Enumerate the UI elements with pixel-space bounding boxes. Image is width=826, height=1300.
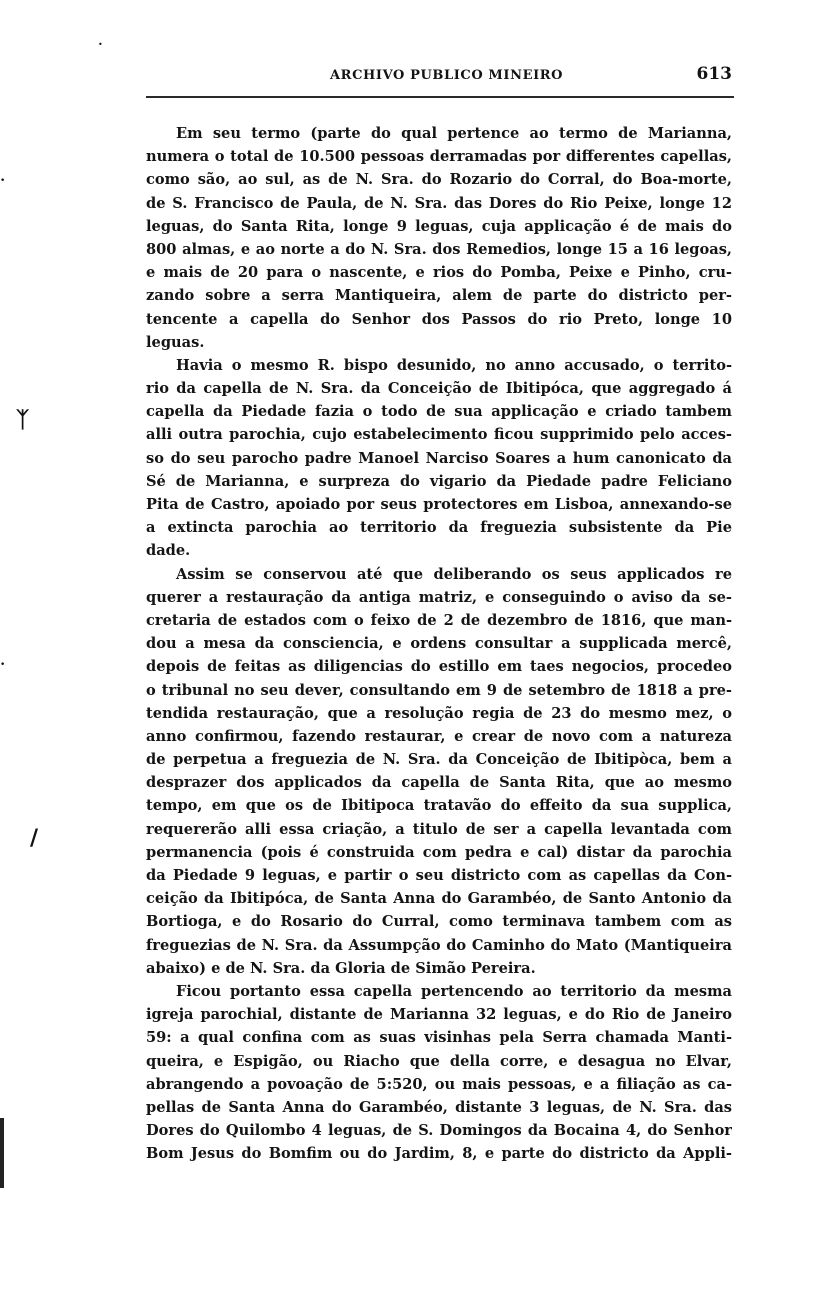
text-line: tencente a capella do Senhor dos Passos do rio Preto, longe 10 <box>146 310 732 328</box>
text-line: ceição da Ibitipóca, de Santa Anna do Garambéo, de Santo Antonio da <box>146 890 732 908</box>
text-line: tempo, em que os de Ibitipoca tratavão do effeito da sua supplica, <box>146 797 732 815</box>
running-header <box>146 64 734 94</box>
text-line: Em seu termo (parte do qual pertence ao termo de Marianna, <box>176 125 732 142</box>
text-line: freguezias de N. Sra. da Assumpção do Caminho do Mato (Mantiqueira <box>146 936 732 954</box>
text-line: rio da capella de N. Sra. da Conceição de Ibitipóca, que aggregado á <box>146 380 732 398</box>
text-line: anno confirmou, fazendo restaurar, e crear de novo com a natureza <box>146 727 732 745</box>
text-line: leguas, do Santa Rita, longe 9 leguas, cuja applicação é de mais do <box>146 217 732 235</box>
margin-dot-mark: • <box>0 660 6 670</box>
margin-tick-mark: ᛉ <box>16 408 30 433</box>
text-line: Dores do Quilombo 4 leguas, de S. Domingos da Bocaina 4, do Senhor <box>146 1122 732 1140</box>
text-line: Bom Jesus do Bomfim ou do Jardim, 8, e parte do districto da Appli- <box>146 1145 732 1163</box>
text-line: tendida restauração, que a resolução regia de 23 do mesmo mez, o <box>146 704 732 722</box>
text-line: alli outra parochia, cujo estabelecimento ficou supprimido pelo acces- <box>146 426 732 444</box>
text-line: dade. <box>146 542 191 560</box>
text-line: a extincta parochia ao territorio da freguezia subsistente da Pie <box>146 519 732 537</box>
text-line: permanencia (pois é construida com pedra e cal) distar da parochia <box>146 843 732 861</box>
text-line: depois de feitas as diligencias do estillo em taes negocios, procedeo <box>146 658 732 676</box>
text-line: como são, ao sul, as de N. Sra. do Rozario do Corral, do Boa-morte, <box>146 171 732 189</box>
text-line: de perpetua a freguezia de N. Sra. da Conceição de Ibitipòca, bem a <box>146 751 732 769</box>
text-line: abrangendo a povoação de 5:520, ou mais pessoas, e a filiação as ca- <box>146 1075 732 1093</box>
text-line: Sé de Marianna, e surpreza do vigario da Piedade padre Feliciano <box>146 472 732 490</box>
text-line: o tribunal no seu dever, consultando em 9 de setembro de 1818 a pre- <box>146 681 732 699</box>
text-line: Bortioga, e do Rosario do Curral, como terminava tambem com as <box>146 913 732 931</box>
margin-dot-mark: • <box>98 40 103 49</box>
text-line: so do seu parocho padre Manoel Narciso Soares a hum canonicato da <box>146 449 732 467</box>
text-line: 800 almas, e ao norte a do N. Sra. dos Remedios, longe 15 a 16 legoas, <box>146 240 732 258</box>
text-line: e mais de 20 para o nascente, e rios do Pomba, Peixe e Pinho, cru- <box>146 264 732 282</box>
text-line: Ficou portanto essa capella pertencendo ao territorio da mesma <box>176 982 732 1000</box>
text-line: pellas de Santa Anna do Garambéo, distante 3 leguas, de N. Sra. das <box>146 1098 732 1116</box>
text-line: Assim se conservou até que deliberando os seus applicados re <box>176 565 732 583</box>
text-line: 59: a qual confina com as suas visinhas pela Serra chamada Manti- <box>146 1029 732 1047</box>
text-line: de S. Francisco de Paula, de N. Sra. das Dores do Rio Peixe, longe 12 <box>146 194 732 212</box>
scan-edge-line <box>0 1118 4 1188</box>
margin-dot-mark: • <box>0 176 6 186</box>
margin-slash-mark: / <box>30 826 39 851</box>
text-line: requererão alli essa criação, a titulo de ser a capella levantada com <box>146 820 732 838</box>
text-line: dou a mesa da consciencia, e ordens consultar a supplicada mercê, <box>146 635 732 653</box>
text-line: leguas. <box>146 333 205 351</box>
text-line: desprazer dos applicados da capella de Santa Rita, que ao mesmo <box>146 774 732 792</box>
header-rule <box>146 96 734 98</box>
text-line: queira, e Espigão, ou Riacho que della corre, e desagua no Elvar, <box>146 1052 732 1070</box>
text-line: zando sobre a serra Mantiqueira, alem de parte do districto per- <box>146 287 732 305</box>
text-line: cretaria de estados com o feixo de 2 de dezembro de 1816, que man- <box>146 611 732 629</box>
text-line: igreja parochial, distante de Marianna 32 leguas, e do Rio de Janeiro <box>146 1006 732 1024</box>
page-number: 613 <box>696 64 732 84</box>
text-line: Pita de Castro, apoiado por seus protectores em Lisboa, annexando-se <box>146 496 732 513</box>
text-line: Havia o mesmo R. bispo desunido, no anno accusado, o territo- <box>176 356 732 374</box>
text-line: numera o total de 10.500 pessoas derramadas por differentes capellas, <box>146 148 732 166</box>
text-line: da Piedade 9 leguas, e partir o seu districto com as capellas da Con- <box>146 867 732 884</box>
body-text <box>146 122 732 1165</box>
text-line: abaixo) e de N. Sra. da Gloria de Simão Pereira. <box>146 959 536 977</box>
text-line: querer a restauração da antiga matriz, e conseguindo o aviso da se- <box>146 588 732 606</box>
text-line: capella da Piedade fazia o todo de sua applicação e criado tambem <box>146 403 732 421</box>
running-title: ARCHIVO PUBLICO MINEIRO <box>330 68 564 83</box>
